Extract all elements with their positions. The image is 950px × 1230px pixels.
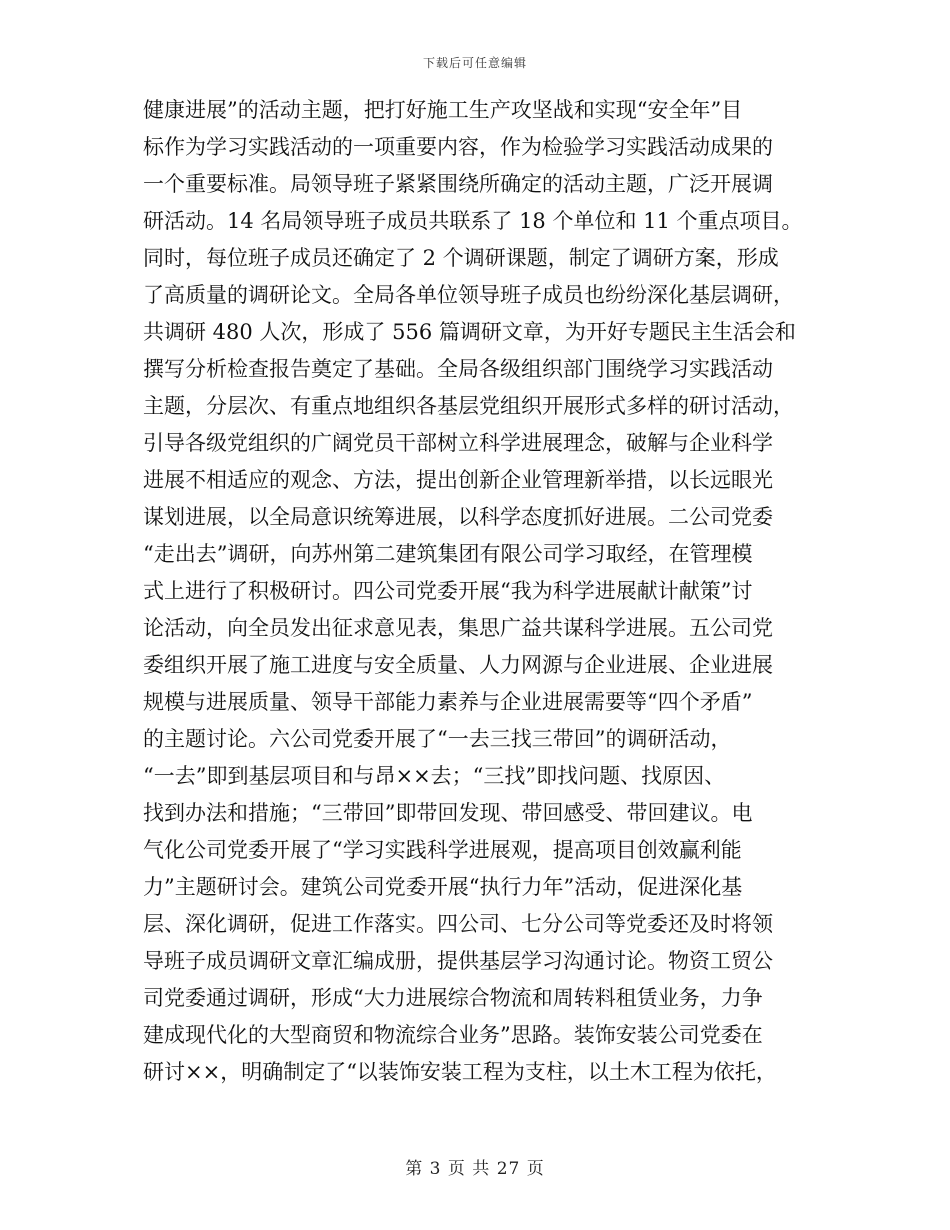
body-line: 标作为学习实践活动的一项重要内容，作为检验学习实践活动成果的 [143,135,773,159]
body-line: 撰写分析检查报告奠定了基础。全局各级组织部门围绕学习实践活动 [143,357,773,381]
body-line: 气化公司党委开展了“学习实践科学进展观，提高项目创效赢利能 [143,838,742,862]
body-line: 委组织开展了施工进度与安全质量、人力网源与企业进展、企业进展 [143,653,773,677]
body-line: 式上进行了积极研讨。四公司党委开展“我为科学进展献计献策”讨 [143,579,753,603]
body-line: 研活动。14 名局领导班子成员共联系了 18 个单位和 11 个重点项目。 [143,209,803,233]
body-line: 谋划进展，以全局意识统筹进展，以科学态度抓好进展。二公司党委 [143,505,773,529]
page-number: 第 3 页 共 27 页 [405,1159,545,1179]
page-header-note: 下载后可任意编辑 [422,56,527,70]
body-line: “走出去”调研，向苏州第二建筑集团有限公司学习取经，在管理模 [143,542,753,566]
body-line: 同时，每位班子成员还确定了 2 个调研课题，制定了调研方案，形成 [143,246,779,270]
body-line: 论活动，向全员发出征求意见表，集思广益共谋科学进展。五公司党 [143,616,773,640]
body-line: 引导各级党组织的广阔党员干部树立科学进展理念，破解与企业科学 [143,431,773,455]
body-line: 导班子成员调研文章汇编成册，提供基层学习沟通讨论。物资工贸公 [143,949,773,973]
body-line: 找到办法和措施；“三带回”即带回发现、带回感受、带回建议。电 [143,801,753,825]
body-line: “一去”即到基层项目和与昂××去；“三找”即找问题、找原因、 [143,764,726,788]
body-line: 进展不相适应的观念、方法，提出创新企业管理新举措，以长远眼光 [143,468,773,492]
body-line: 建成现代化的大型商贸和物流综合业务”思路。装饰安装公司党委在 [143,1023,763,1047]
body-line: 一个重要标准。局领导班子紧紧围绕所确定的活动主题，广泛开展调 [143,172,773,196]
body-line: 的主题讨论。六公司党委开展了“一去三找三带回”的调研活动， [143,727,732,751]
body-line: 共调研 480 人次，形成了 556 篇调研文章，为开好专题民主生活会和 [143,320,796,344]
body-line: 层、深化调研，促进工作落实。四公司、七分公司等党委还及时将领 [143,912,773,936]
body-line: 司党委通过调研，形成“大力进展综合物流和周转料租赁业务，力争 [143,986,763,1010]
body-line: 了高质量的调研论文。全局各单位领导班子成员也纷纷深化基层调研， [143,283,794,307]
body-line: 研讨××，明确制定了“以装饰安装工程为支柱，以土木工程为依托， [143,1060,777,1084]
body-line: 力”主题研讨会。建筑公司党委开展“执行力年”活动，促进深化基 [143,875,743,899]
document-body [143,92,813,1091]
body-line: 健康进展”的活动主题，把打好施工生产攻坚战和实现“安全年”目 [143,98,743,122]
body-line: 主题，分层次、有重点地组织各基层党组织开展形式多样的研讨活动， [143,394,794,418]
body-line: 规模与进展质量、领导干部能力素养与企业进展需要等“四个矛盾” [143,690,753,714]
